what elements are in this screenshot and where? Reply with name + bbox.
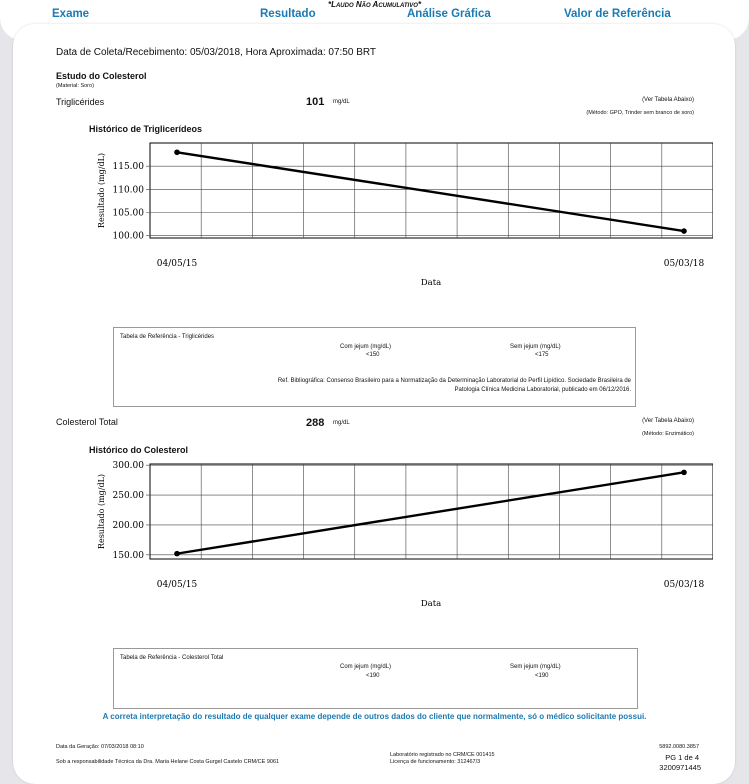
collection-date: Data de Coleta/Recebimento: 05/03/2018, Hora Aproximada: 07:50 BRT [56, 47, 377, 58]
footer-responsible: Sob a responsabilidade Técnica da Dra. Maria Helane Costa Gurgel Castelo CRM/CE 9061 [56, 759, 280, 765]
col-chart [73, 460, 713, 618]
footer-lab-registration: Laboratório registrado no CRM/CE 001415 [390, 752, 495, 758]
col-unit: mg/dL [333, 420, 350, 426]
col-ref-col1: Com jejum (mg/dL) [340, 664, 392, 670]
col-ref-col2: Sem jejum (mg/dL) [510, 664, 561, 670]
trig-ref-biblio-1: Ref. Bibliográfica: Consenso Brasileiro para a Normatização da Determinação Laboratorial do Perfil Lipídico. Sociedade Brasileira de [277, 378, 631, 384]
footer-license: Licença de funcionamento: 312467/3 [390, 759, 481, 765]
column-header-resultado: Resultado [260, 8, 316, 20]
trig-chart-y-axis-label: Resultado (mg/dL) [97, 152, 106, 229]
col-chart-ytick-label: 300.00 [112, 461, 144, 472]
column-header-analise: Análise Gráfica [407, 8, 491, 20]
trig-ref-table [113, 327, 636, 407]
trig-unit: mg/dL [333, 99, 350, 105]
report-banner: *Laudo Não Acumulativo* [327, 0, 422, 9]
trig-chart-xtick-label: 05/03/18 [663, 259, 705, 269]
col-chart-x-axis-label: Data [420, 599, 442, 609]
trig-chart-data-point [174, 149, 180, 155]
trig-chart-ytick-label: 115.00 [112, 162, 144, 173]
trig-chart-series-line [177, 152, 684, 231]
trig-chart-data-point [681, 228, 687, 234]
col-ref-note: (Ver Tabela Abaixo) [642, 418, 694, 424]
trig-chart-ytick-label: 110.00 [112, 185, 144, 196]
trig-chart-ytick-label: 105.00 [112, 208, 144, 219]
footer-id: 3200971445 [659, 763, 701, 772]
trig-ref-col1: Com jejum (mg/dL) [340, 344, 392, 350]
col-chart-series-line [177, 472, 684, 553]
trig-chart-x-axis-label: Data [420, 278, 442, 288]
trig-ref-biblio-2: Patologia Clínica Medicina Laboratorial, publicado em 06/12/2016. [454, 387, 631, 393]
trig-name: Triglicérides [56, 97, 105, 107]
footer-page-number: PG 1 de 4 [665, 753, 699, 762]
col-ref-title: Tabela de Referência - Colesterol Total [120, 655, 224, 661]
col-chart-xtick-label: 04/05/15 [156, 580, 198, 590]
footer-code: 5892.0080.3857 [659, 744, 699, 750]
col-name: Colesterol Total [56, 417, 118, 427]
column-header-referencia: Valor de Referência [564, 8, 671, 20]
col-chart-data-point [681, 470, 687, 476]
trig-value: 101 [306, 96, 325, 108]
col-chart-data-point [174, 551, 180, 557]
trig-chart-plot-frame [150, 143, 713, 238]
trig-ref-col2: Sem jejum (mg/dL) [510, 344, 561, 350]
col-ref-col2-value: <190 [535, 673, 549, 679]
trig-chart-title: Histórico de Triglicerídeos [89, 124, 203, 134]
trig-ref-note: (Ver Tabela Abaixo) [642, 97, 694, 103]
trig-chart-xtick-label: 04/05/15 [156, 259, 198, 269]
trig-ref-col2-value: <175 [535, 352, 549, 358]
col-ref-table [113, 648, 638, 709]
col-chart-y-axis-label: Resultado (mg/dL) [97, 473, 106, 550]
col-chart-ytick-label: 150.00 [112, 550, 144, 561]
footer-generated: Data da Geração: 07/03/2018 08:10 [56, 744, 144, 750]
col-method: (Método: Enzimático) [642, 431, 694, 437]
trig-chart [73, 139, 713, 299]
col-chart-ytick-label: 250.00 [112, 491, 144, 502]
disclaimer: A correta interpretação do resultado de qualquer exame depende de outros dados do cliente que normalmente, só o médico solicitante possui. [102, 712, 647, 721]
study-title: Estudo do Colesterol [56, 71, 147, 81]
trig-ref-col1-value: <150 [366, 352, 380, 358]
col-chart-title: Histórico do Colesterol [89, 445, 189, 455]
col-chart-xtick-label: 05/03/18 [663, 580, 705, 590]
column-header-exame: Exame [52, 8, 90, 20]
trig-ref-title: Tabela de Referência - Triglicérides [120, 334, 215, 340]
col-chart-ytick-label: 200.00 [112, 520, 144, 531]
report-page [13, 24, 735, 784]
trig-method: (Método: GPO, Trinder sem branco de soro) [586, 110, 694, 116]
trig-chart-ytick-label: 100.00 [112, 231, 144, 242]
col-ref-col1-value: <190 [366, 673, 380, 679]
study-material: (Material: Soro) [56, 83, 94, 89]
col-value: 288 [306, 417, 325, 429]
